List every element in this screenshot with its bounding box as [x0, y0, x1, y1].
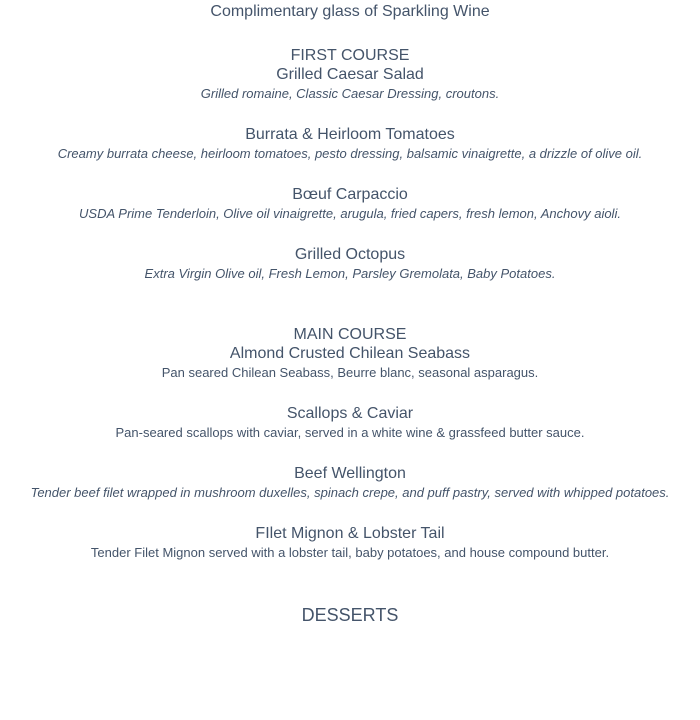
item-name: Scallops & Caviar [286, 405, 414, 422]
item-description: Tender beef filet wrapped in mushroom duxelles, spinach crepe, and puff pastry, served with whipped potatoes. [30, 485, 670, 500]
item-description: Extra Virgin Olive oil, Fresh Lemon, Parsley Gremolata, Baby Potatoes. [144, 266, 556, 281]
item-name: Burrata & Heirloom Tomatoes [245, 126, 455, 143]
item-name: Bœuf Carpaccio [292, 186, 408, 203]
menu-item-scallops-caviar [0, 404, 700, 441]
menu-item-boeuf-carpaccio [0, 185, 700, 222]
item-name: Grilled Caesar Salad [276, 66, 424, 83]
menu-item-grilled-caesar-salad [0, 65, 700, 102]
section-title-main-course: MAIN COURSE [293, 326, 407, 343]
item-name: FIlet Mignon & Lobster Tail [255, 525, 445, 542]
section-title-desserts: DESSERTS [301, 605, 399, 625]
item-description: USDA Prime Tenderloin, Olive oil vinaigrette, arugula, fried capers, fresh lemon, Anchovy aioli. [79, 206, 621, 221]
menu-item-burrata-heirloom-tomatoes [0, 125, 700, 162]
menu-section-first-course [0, 46, 700, 282]
menu-item-almond-crusted-chilean-seabass [0, 344, 700, 381]
menu-section-main-course [0, 325, 700, 561]
item-description: Creamy burrata cheese, heirloom tomatoes, pesto dressing, balsamic vinaigrette, a drizzle of olive oil. [57, 146, 643, 161]
item-name: Grilled Octopus [294, 246, 406, 263]
menu-item-beef-wellington [0, 464, 700, 501]
item-name: Beef Wellington [294, 465, 406, 482]
menu-item-filet-mignon-lobster-tail [0, 524, 700, 561]
item-name: Almond Crusted Chilean Seabass [229, 345, 471, 362]
menu-intro-line: Complimentary glass of Sparkling Wine [210, 3, 490, 20]
item-description: Pan-seared scallops with caviar, served in a white wine & grassfeed butter sauce. [115, 425, 585, 440]
menu-section-desserts [0, 604, 700, 626]
menu-item-grilled-octopus [0, 245, 700, 282]
section-title-first-course: FIRST COURSE [290, 47, 410, 64]
item-description: Pan seared Chilean Seabass, Beurre blanc, seasonal asparagus. [161, 365, 539, 380]
item-description: Tender Filet Mignon served with a lobster tail, baby potatoes, and house compound butter. [90, 545, 610, 560]
item-description: Grilled romaine, Classic Caesar Dressing, croutons. [200, 86, 500, 101]
